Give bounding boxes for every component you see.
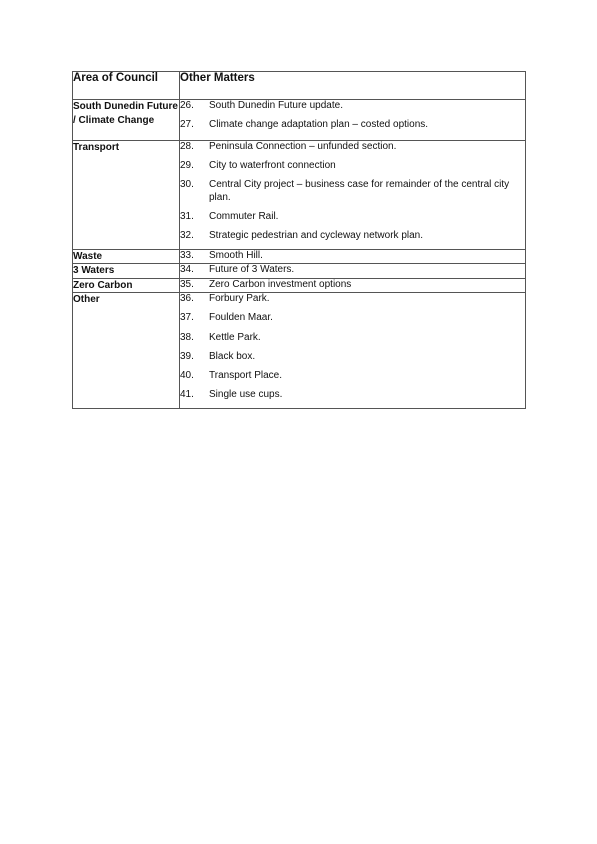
item-text: Future of 3 Waters.: [209, 264, 295, 276]
item-text: Foulden Maar.: [209, 312, 273, 324]
list-item: [180, 100, 525, 113]
item-text: City to waterfront connection: [209, 160, 336, 172]
item-text: Commuter Rail.: [209, 211, 279, 223]
table-row-south-dunedin: [73, 100, 526, 141]
item-text: Strategic pedestrian and cycleway network plan.: [209, 230, 424, 242]
item-number: 36.: [180, 293, 194, 305]
list-item: [180, 312, 525, 325]
item-number: 40.: [180, 370, 194, 381]
item-number: 39.: [180, 350, 194, 362]
item-text: Central City project – business case for remainder of the central city plan.: [209, 179, 510, 203]
matters-cell: [180, 264, 526, 279]
list-item: [180, 293, 525, 306]
item-text: South Dunedin Future update.: [209, 100, 343, 111]
list-item: [180, 332, 525, 345]
item-text: Single use cups.: [209, 389, 283, 401]
item-number: 38.: [180, 331, 194, 343]
header-other-matters: Other Matters: [180, 72, 526, 100]
area-cell: Waste: [73, 249, 180, 264]
item-text: Forbury Park.: [209, 293, 270, 305]
area-cell: Other: [73, 293, 180, 408]
list-item: [180, 211, 525, 224]
table-row-zero-carbon: [73, 278, 526, 293]
item-number: 33.: [180, 249, 194, 261]
table-header-row: [73, 72, 526, 100]
item-number: 34.: [180, 264, 194, 276]
list-item: [180, 119, 525, 132]
table-row-transport: [73, 141, 526, 250]
area-cell: 3 Waters: [73, 264, 180, 279]
item-number: 28.: [180, 141, 194, 152]
list-item: [180, 250, 525, 263]
item-number: 37.: [180, 312, 194, 324]
matters-cell: [180, 141, 526, 250]
item-text: Peninsula Connection – unfunded section.: [209, 141, 397, 152]
item-number: 26.: [180, 100, 194, 111]
list-item: [180, 351, 525, 364]
matters-cell: [180, 278, 526, 293]
item-number: 41.: [180, 389, 194, 401]
list-item: [180, 179, 525, 204]
item-text: Transport Place.: [209, 370, 282, 381]
item-number: 30.: [180, 179, 194, 191]
header-area-of-council: Area of Council: [73, 72, 180, 100]
list-item: [180, 370, 525, 383]
item-text: Zero Carbon investment options: [209, 278, 352, 290]
table-row-other: [73, 293, 526, 408]
item-text: Climate change adaptation plan – costed options.: [209, 119, 429, 131]
other-matters-table: [72, 71, 526, 409]
table-row-waste: [73, 249, 526, 264]
item-number: 35.: [180, 278, 194, 290]
table-row-3-waters: [73, 264, 526, 279]
item-number: 27.: [180, 119, 194, 131]
item-number: 29.: [180, 160, 194, 172]
matters-cell: [180, 100, 526, 141]
item-number: 32.: [180, 230, 194, 242]
item-text: Smooth Hill.: [209, 249, 263, 261]
list-item: [180, 279, 525, 292]
item-text: Black box.: [209, 350, 256, 362]
list-item: [180, 264, 525, 277]
area-cell: Zero Carbon: [73, 278, 180, 293]
item-text: Kettle Park.: [209, 331, 261, 343]
list-item: [180, 230, 525, 243]
matters-cell: [180, 293, 526, 408]
item-number: 31.: [180, 211, 194, 223]
list-item: [180, 389, 525, 402]
area-cell: South Dunedin Future / Climate Change: [73, 100, 180, 141]
list-item: [180, 160, 525, 173]
list-item: [180, 141, 525, 154]
matters-cell: [180, 249, 526, 264]
area-cell: Transport: [73, 141, 180, 250]
